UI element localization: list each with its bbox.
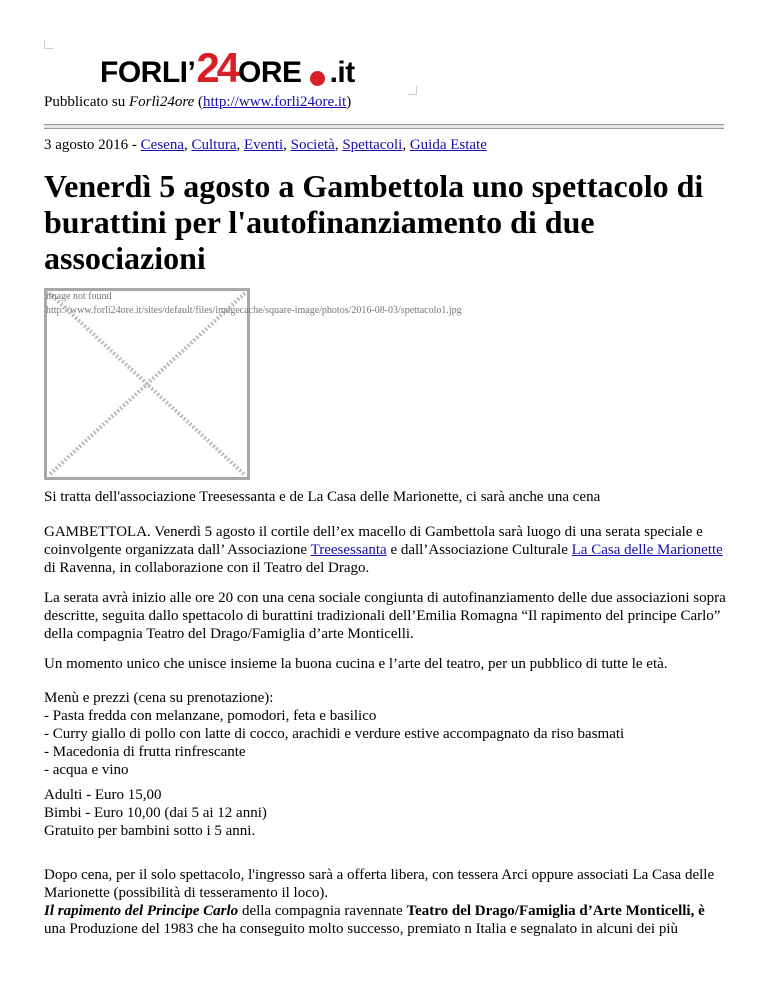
- image-placeholder-icon: [47, 291, 247, 477]
- category-link[interactable]: Eventi: [244, 137, 284, 153]
- price-item: Bimbi - Euro 10,00 (dai 5 ai 12 anni): [44, 805, 267, 821]
- site-name: Forlì24ore: [129, 94, 195, 110]
- corner-mark: [44, 40, 53, 49]
- logo-dot-icon: [310, 71, 325, 86]
- paragraph: GAMBETTOLA. Venerdì 5 agosto il cortile dell’ex macello di Gambettola sarà luogo di una serata speciale e coinvolgente organizzata dall’ Associazione Treesessanta e dall’Associazione Culturale La Casa delle Marionette di Ravenna, in collaborazione con il Teatro del Drago.: [44, 524, 723, 576]
- site-url-link[interactable]: http://www.forli24ore.it: [203, 94, 347, 110]
- image-alt-text: image not found http://www.forli24ore.it/sites/default/files/imagecache/square-image/photos/2016-08-03/spettacolo1.jpg: [46, 291, 462, 316]
- paragraph: Il rapimento del Principe Carlo della compagnia ravennate Teatro del Drago/Famiglia d’Arte Monticelli, è una Produzione del 1983 che ha conseguito molto successo, premiato n Italia e segnalato in alcuni dei più: [44, 903, 705, 937]
- menu-item: - Curry giallo di pollo con latte di cocco, arachidi e verdure estive accompagnato da riso basmati: [44, 726, 625, 742]
- category-link[interactable]: Cultura: [191, 137, 237, 153]
- category-link[interactable]: Guida Estate: [409, 137, 487, 153]
- paragraph: Dopo cena, per il solo spettacolo, l'ingresso sarà a offerta libera, con tessera Arci oppure associati La Casa delle Marionette (possibilità di tesseramento il loco).: [44, 867, 715, 901]
- category-link[interactable]: Cesena: [140, 137, 184, 153]
- category-link[interactable]: Società: [290, 137, 335, 153]
- menu-list: [44, 689, 728, 779]
- paragraph: La serata avrà inizio alle ore 20 con una cena sociale congiunta di autofinanziamento delle due associazioni sopra descritte, seguita dallo spettacolo di burattini tradizionali dell’Emilia Romagna “Il rapimento del principe Carlo” della compagnia Teatro del Drago/Famiglia d’arte Monticelli.: [44, 590, 726, 642]
- menu-title: Menù e prezzi (cena su prenotazione):: [44, 690, 274, 706]
- article-meta: 3 agosto 2016 - Cesena, Cultura, Eventi, Società, Spettacoli, Guida Estate: [44, 137, 487, 153]
- price-item: Gratuito per bambini sotto i 5 anni.: [44, 823, 256, 839]
- menu-item: - acqua e vino: [44, 762, 129, 778]
- treesessanta-link[interactable]: Treesessanta: [310, 542, 387, 558]
- divider: [44, 124, 724, 129]
- price-list: [44, 786, 728, 840]
- corner-mark: [408, 86, 417, 95]
- menu-item: - Pasta fredda con melanzane, pomodori, feta e basilico: [44, 708, 377, 724]
- article-subtitle: Si tratta dell'associazione Treesessanta e de La Casa delle Marionette, ci sarà anche una cena: [44, 489, 601, 505]
- casa-marionette-link[interactable]: La Casa delle Marionette: [571, 542, 723, 558]
- menu-item: - Macedonia di frutta rinfrescante: [44, 744, 246, 760]
- article-date: 3 agosto 2016: [44, 137, 129, 153]
- article-title: Venerdì 5 agosto a Gambettola uno spettacolo di burattini per l'autofinanziamento di due associazioni: [44, 168, 704, 276]
- category-link[interactable]: Spettacoli: [342, 137, 403, 153]
- published-line: Pubblicato su Forlì24ore (http://www.forli24ore.it): [44, 94, 352, 110]
- site-logo[interactable]: FORLI’ 24 ORE .it: [100, 44, 355, 91]
- price-item: Adulti - Euro 15,00: [44, 787, 162, 803]
- paragraph: Un momento unico che unisce insieme la buona cucina e l’arte del teatro, per un pubblico di tutte le età.: [44, 656, 668, 672]
